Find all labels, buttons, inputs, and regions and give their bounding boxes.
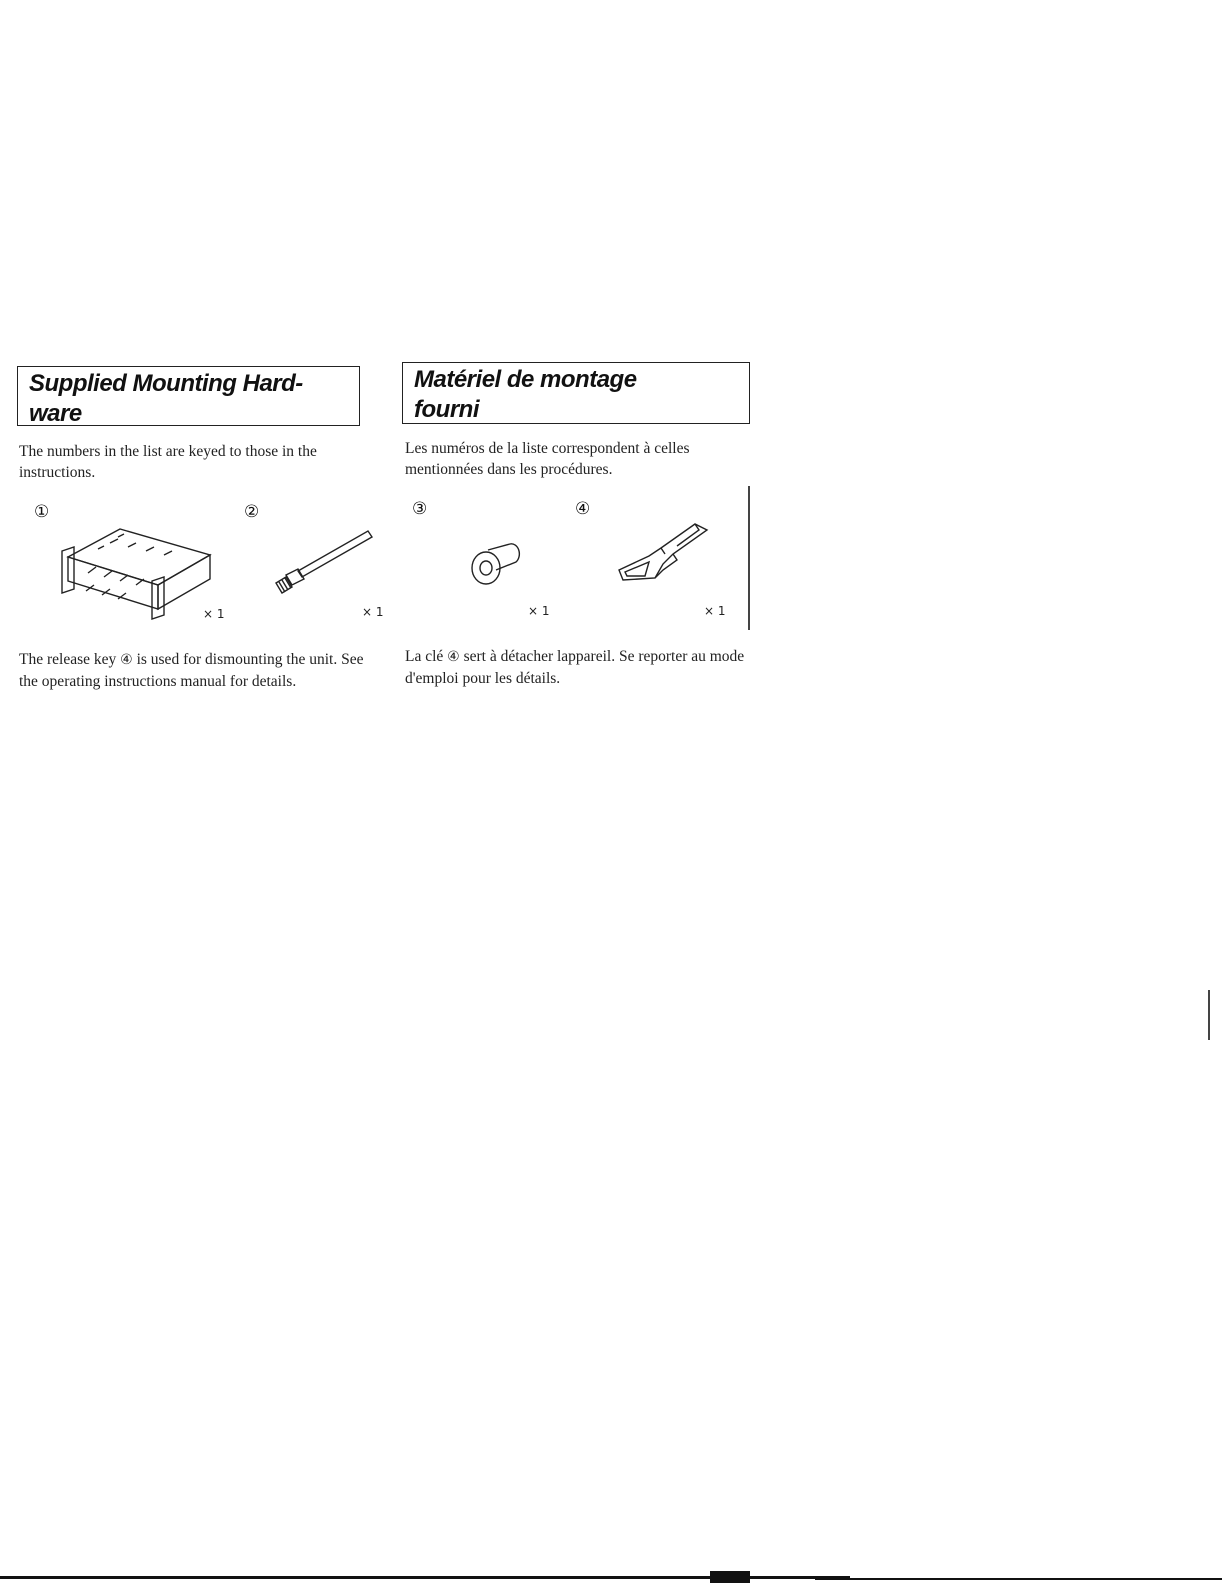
quantity-item-2: × 1 xyxy=(362,605,384,619)
section-title-french: Matériel de montage fourni xyxy=(414,366,637,423)
note-text-start-english: The release key xyxy=(19,651,117,668)
release-key-illustration xyxy=(615,518,715,598)
bolt-illustration xyxy=(272,525,377,595)
page-edge-mark xyxy=(1208,990,1210,1040)
release-key-note-french xyxy=(405,646,745,689)
note-item-ref-french: ④ xyxy=(447,649,460,665)
note-item-ref-english: ④ xyxy=(120,652,133,668)
bushing-illustration xyxy=(466,540,526,590)
mounting-sleeve-illustration xyxy=(58,515,218,615)
section-title-english: Supplied Mounting Hard- ware xyxy=(29,370,303,427)
release-key-note-english xyxy=(19,649,364,692)
quantity-item-3: × 1 xyxy=(528,604,550,618)
column-divider-line xyxy=(748,486,750,630)
quantity-item-1: × 1 xyxy=(203,607,225,621)
bottom-scan-rule-right xyxy=(815,1578,1222,1580)
note-text-start-french: La clé xyxy=(405,648,444,665)
item-number-2: ② xyxy=(244,502,260,522)
item-number-3: ③ xyxy=(412,499,428,519)
item-number-4: ④ xyxy=(575,499,591,519)
intro-text-english: The numbers in the list are keyed to those in the instructions. xyxy=(19,443,317,481)
note-text-end-english: is used for dismounting the unit. See the operating instructions manual for details. xyxy=(19,651,364,690)
intro-text-french: Les numéros de la liste correspondent à celles mentionnées dans les procédures. xyxy=(405,440,690,478)
heading-box-french xyxy=(402,362,750,424)
item-number-1: ① xyxy=(34,502,50,522)
heading-box-english xyxy=(17,366,360,426)
note-text-end-french: sert à détacher lappareil. Se reporter au mode d'emploi pour les détails. xyxy=(405,648,745,687)
quantity-item-4: × 1 xyxy=(704,604,726,618)
bottom-scan-block xyxy=(710,1571,750,1583)
